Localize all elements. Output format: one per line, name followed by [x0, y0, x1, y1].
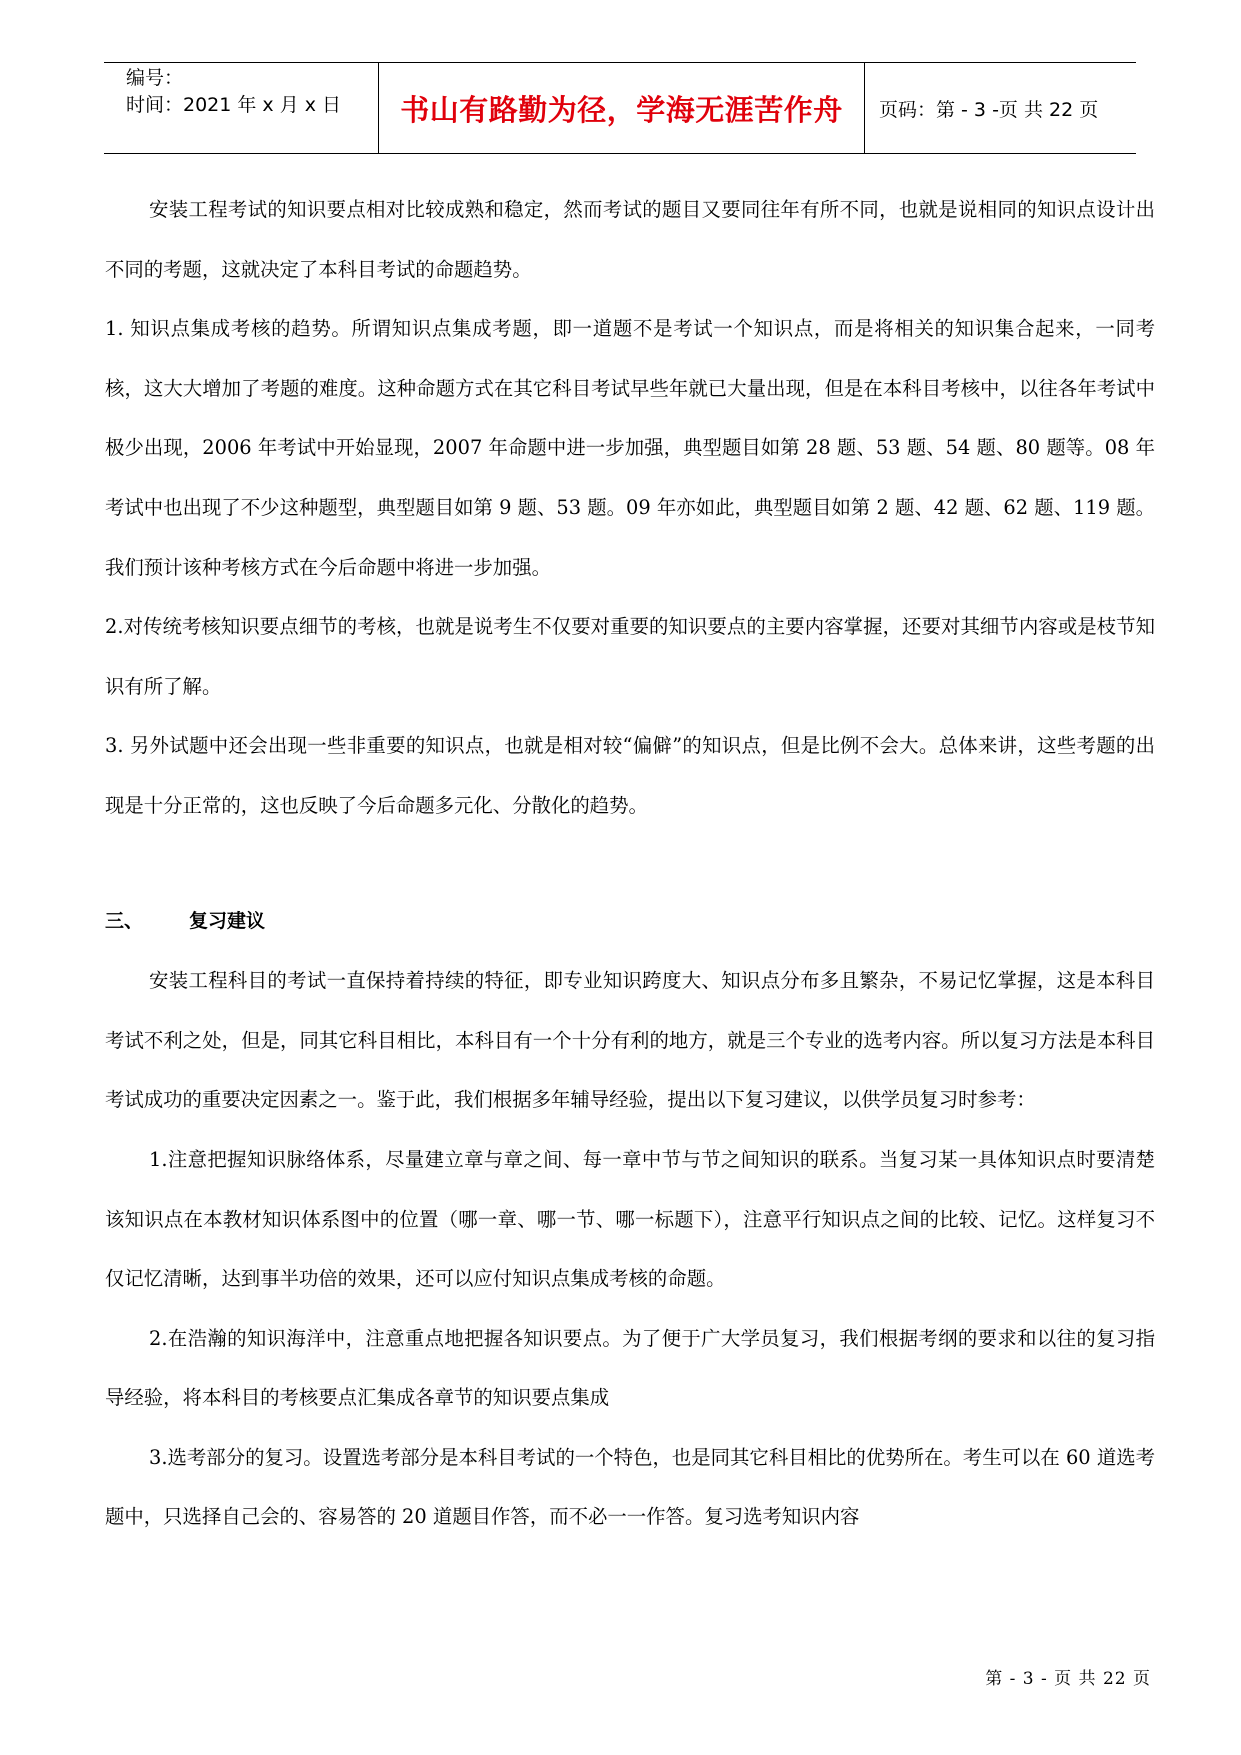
page-header	[104, 62, 1136, 154]
document-body	[105, 180, 1155, 1547]
header-motto: 书山有路勤为径，学海无涯苦作舟	[378, 63, 865, 153]
review-item-1: 1.注意把握知识脉络体系，尽量建立章与章之间、每一章中节与节之间知识的联系。当复习某一具体知识点时要清楚该知识点在本教材知识体系图中的位置（哪一章、哪一节、哪一标题下），注意平行知识点之间的比较、记忆。这样复习不仅记忆清晰，达到事半功倍的效果，还可以应付知识点集成考核的命题。	[105, 1147, 1155, 1291]
section-title: 复习建议	[189, 909, 266, 932]
trend-item-1: 1. 知识点集成考核的趋势。所谓知识点集成考题，即一道题不是考试一个知识点，而是将相关的知识集合起来，一同考核，这大大增加了考题的难度。这种命题方式在其它科目考试早些年就已大量出现，但是在本科目考核中，以往各年考试中极少出现，2006 年考试中开始显现，2007 年命题中进一步加强，典型题目如第 28 题、53 题、54 题、80 题等。08 年考试中也出现了不少这种题型，典型题目如第 9 题、53 题。09 年亦如此，典型题目如第 2 题、42 题、62 题、119 题。我们预计该种考核方式在今后命题中将进一步加强。	[105, 317, 1155, 579]
document-date-label: 时间：2021 年 x 月 x 日	[126, 94, 342, 116]
header-meta	[104, 63, 378, 153]
page-footer: 第 - 3 - 页 共 22 页	[985, 1669, 1151, 1689]
document-number-label: 编号：	[126, 67, 184, 89]
trend-item-2: 2.对传统考核知识要点细节的考核，也就是说考生不仅要对重要的知识要点的主要内容掌握，还要对其细节内容或是枝节知识有所了解。	[105, 615, 1155, 698]
section-number: 三、	[105, 909, 144, 932]
section-heading	[105, 892, 1155, 952]
intro-paragraph: 安装工程考试的知识要点相对比较成熟和稳定，然而考试的题目又要同往年有所不同，也就是说相同的知识点设计出不同的考题，这就决定了本科目考试的命题趋势。	[105, 198, 1155, 281]
review-intro-paragraph: 安装工程科目的考试一直保持着持续的特征，即专业知识跨度大、知识点分布多且繁杂，不易记忆掌握，这是本科目考试不利之处，但是，同其它科目相比，本科目有一个十分有利的地方，就是三个专业的选考内容。所以复习方法是本科目考试成功的重要决定因素之一。鉴于此，我们根据多年辅导经验，提出以下复习建议，以供学员复习时参考：	[105, 969, 1155, 1112]
review-item-2: 2.在浩瀚的知识海洋中，注意重点地把握各知识要点。为了便于广大学员复习，我们根据考纲的要求和以往的复习指导经验，将本科目的考核要点汇集成各章节的知识要点集成	[105, 1326, 1155, 1410]
header-page-number: 页码：第 - 3 -页 共 22 页	[879, 98, 1099, 121]
trend-item-3: 3. 另外试题中还会出现一些非重要的知识点，也就是相对较“偏僻”的知识点，但是比例不会大。总体来讲，这些考题的出现是十分正常的，这也反映了今后命题多元化、分散化的趋势。	[105, 734, 1155, 817]
review-item-3: 3.选考部分的复习。设置选考部分是本科目考试的一个特色，也是同其它科目相比的优势所在。考生可以在 60 道选考题中，只选择自己会的、容易答的 20 道题目作答，而不必一一作答。复习选考知识内容	[105, 1445, 1155, 1529]
